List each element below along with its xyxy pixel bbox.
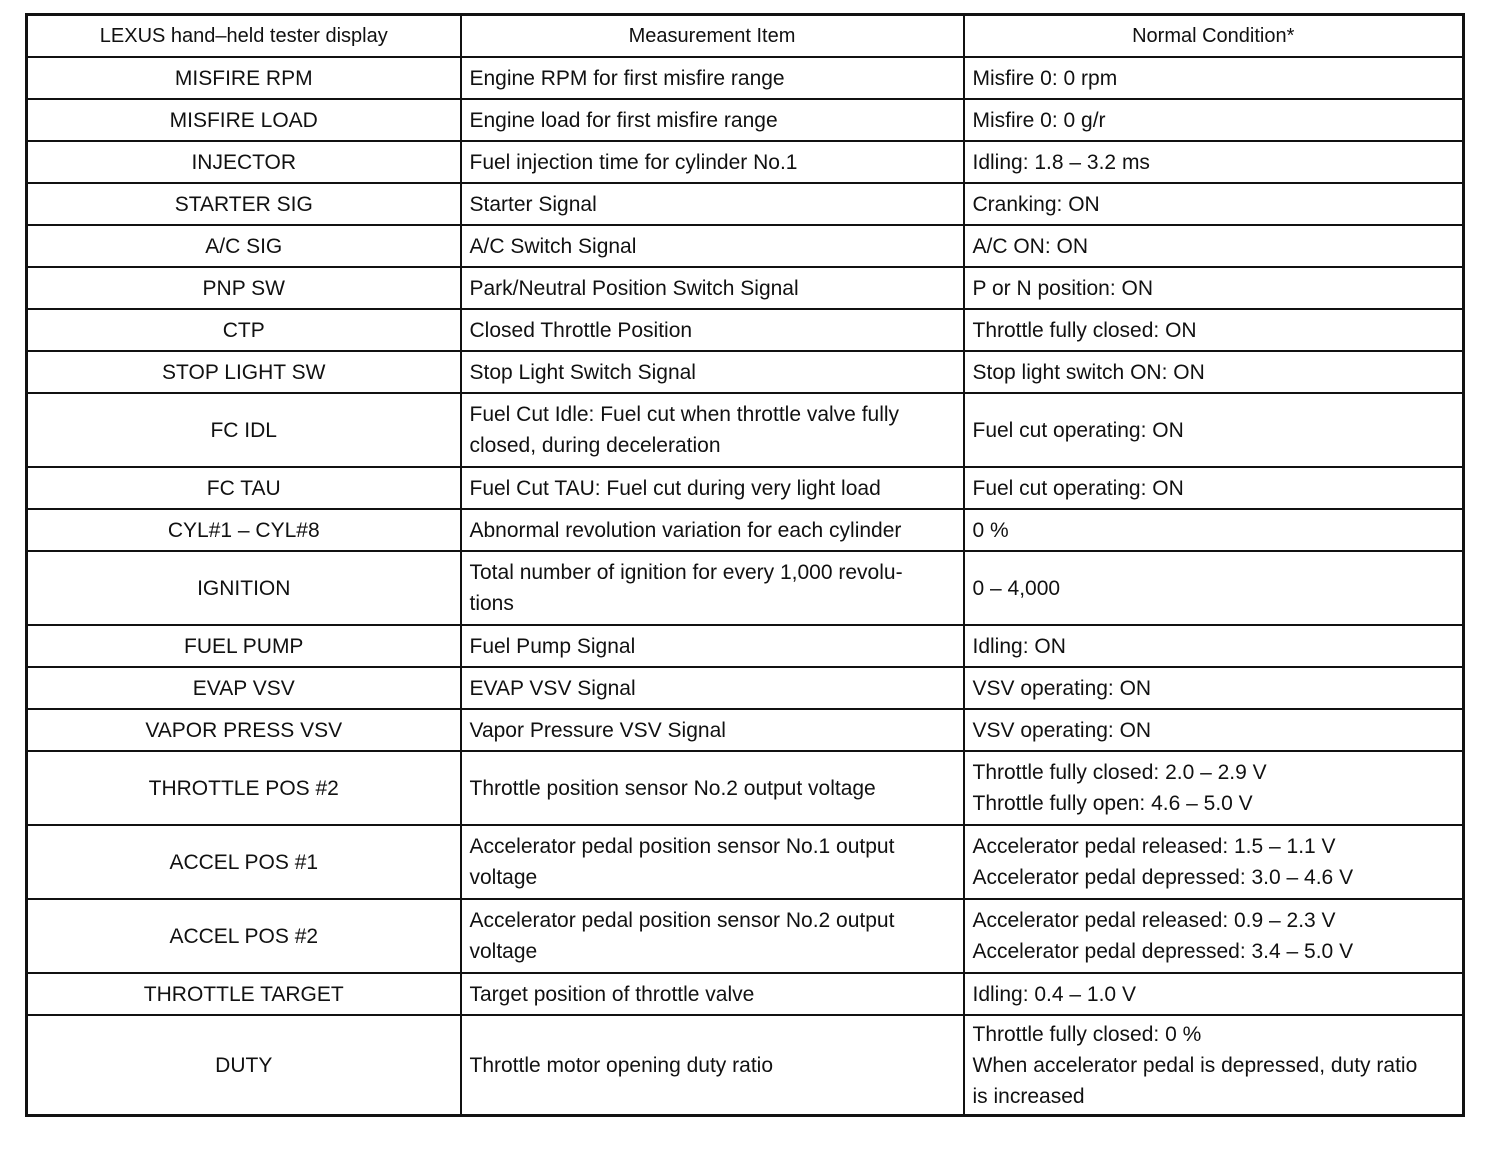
measurement-item-cell — [461, 751, 964, 825]
normal-condition-cell — [964, 899, 1464, 973]
measurement-item-line: tions — [469, 592, 514, 615]
measurement-item-cell — [461, 141, 964, 183]
tester-display-cell: PNP SW — [27, 267, 461, 309]
normal-condition-cell — [964, 225, 1464, 267]
tester-display-cell: ACCEL POS #2 — [27, 899, 461, 973]
normal-condition-line: When accelerator pedal is depressed, duty ratio — [972, 1053, 1418, 1077]
measurement-item-line: Starter Signal — [469, 192, 597, 216]
tester-display-cell: MISFIRE RPM — [27, 57, 461, 99]
normal-condition-line: Idling: 0.4 – 1.0 V — [972, 982, 1136, 1006]
normal-condition-cell — [964, 973, 1464, 1015]
table-row — [27, 225, 1464, 267]
normal-condition-line: Misfire 0: 0 rpm — [972, 66, 1118, 90]
measurement-item-cell — [461, 1015, 964, 1116]
measurement-item-line: Fuel Pump Signal — [469, 634, 636, 658]
tester-display-cell: THROTTLE POS #2 — [27, 751, 461, 825]
normal-condition-line: Throttle fully closed: ON — [972, 318, 1197, 342]
measurement-item-line: Vapor Pressure VSV Signal — [469, 718, 726, 742]
measurement-item-line: Fuel Cut Idle: Fuel cut when throttle valve fully — [469, 403, 900, 426]
table-row — [27, 751, 1464, 825]
measurement-item-cell — [461, 225, 964, 267]
table-row — [27, 183, 1464, 225]
tester-display-cell: IGNITION — [27, 551, 461, 625]
normal-condition-cell — [964, 709, 1464, 751]
normal-condition-line: 0 – 4,000 — [972, 576, 1061, 600]
table-row — [27, 709, 1464, 751]
normal-condition-cell — [964, 267, 1464, 309]
measurement-item-cell — [461, 551, 964, 625]
measurement-item-line: Park/Neutral Position Switch Signal — [469, 276, 799, 300]
measurement-item-cell — [461, 509, 964, 551]
table-body — [27, 57, 1464, 1116]
tester-display-cell: FC TAU — [27, 467, 461, 509]
tester-display-cell: FUEL PUMP — [27, 625, 461, 667]
table-row — [27, 973, 1464, 1015]
normal-condition-cell — [964, 467, 1464, 509]
measurement-item-cell — [461, 973, 964, 1015]
normal-condition-line: A/C ON: ON — [972, 234, 1089, 258]
tester-display-cell: STARTER SIG — [27, 183, 461, 225]
normal-condition-cell — [964, 351, 1464, 393]
table-header-row — [27, 15, 1464, 58]
normal-condition-line: Accelerator pedal depressed: 3.0 – 4.6 V — [972, 866, 1354, 889]
measurement-item-cell — [461, 57, 964, 99]
normal-condition-line: P or N position: ON — [972, 276, 1154, 300]
measurement-item-line: Target position of throttle valve — [469, 982, 755, 1006]
measurement-item-line: Engine load for first misfire range — [469, 108, 778, 132]
normal-condition-cell — [964, 141, 1464, 183]
tester-display-cell: THROTTLE TARGET — [27, 973, 461, 1015]
tester-display-cell: DUTY — [27, 1015, 461, 1116]
normal-condition-cell — [964, 751, 1464, 825]
measurement-item-cell — [461, 267, 964, 309]
lexus-tester-data-table — [25, 13, 1465, 1117]
tester-display-cell: EVAP VSV — [27, 667, 461, 709]
measurement-item-line: Total number of ignition for every 1,000 revolu- — [469, 561, 903, 584]
measurement-item-line: voltage — [469, 940, 538, 963]
measurement-item-line: Abnormal revolution variation for each cylinder — [469, 518, 902, 542]
normal-condition-line: is increased — [972, 1084, 1085, 1108]
tester-display-cell: VAPOR PRESS VSV — [27, 709, 461, 751]
normal-condition-line: Accelerator pedal released: 1.5 – 1.1 V — [972, 835, 1336, 858]
normal-condition-cell — [964, 57, 1464, 99]
normal-condition-line: Idling: ON — [972, 634, 1066, 658]
table-row — [27, 351, 1464, 393]
measurement-item-line: Stop Light Switch Signal — [469, 360, 696, 384]
table-row — [27, 309, 1464, 351]
tester-display-cell: FC IDL — [27, 393, 461, 467]
measurement-item-line: Throttle position sensor No.2 output voltage — [469, 776, 876, 800]
header-measurement-item: Measurement Item — [461, 15, 964, 58]
normal-condition-cell — [964, 551, 1464, 625]
measurement-item-cell — [461, 825, 964, 899]
normal-condition-line: Throttle fully closed: 0 % — [972, 1022, 1202, 1046]
measurement-item-cell — [461, 625, 964, 667]
measurement-item-cell — [461, 667, 964, 709]
measurement-item-cell — [461, 99, 964, 141]
measurement-item-line: Accelerator pedal position sensor No.2 output — [469, 909, 895, 932]
table-row — [27, 509, 1464, 551]
normal-condition-line: Fuel cut operating: ON — [972, 476, 1184, 500]
normal-condition-line: Throttle fully open: 4.6 – 5.0 V — [972, 792, 1253, 815]
tester-display-cell: CTP — [27, 309, 461, 351]
normal-condition-line: Fuel cut operating: ON — [972, 418, 1184, 442]
normal-condition-line: Accelerator pedal depressed: 3.4 – 5.0 V — [972, 940, 1354, 963]
normal-condition-cell — [964, 393, 1464, 467]
measurement-item-line: closed, during deceleration — [469, 434, 721, 457]
measurement-item-line: Accelerator pedal position sensor No.1 output — [469, 835, 895, 858]
normal-condition-cell — [964, 309, 1464, 351]
normal-condition-cell — [964, 625, 1464, 667]
tester-display-cell: INJECTOR — [27, 141, 461, 183]
measurement-item-line: Fuel injection time for cylinder No.1 — [469, 150, 798, 174]
measurement-item-cell — [461, 467, 964, 509]
header-normal-condition: Normal Condition* — [964, 15, 1464, 58]
table-row — [27, 825, 1464, 899]
measurement-item-cell — [461, 709, 964, 751]
table-row — [27, 467, 1464, 509]
header-tester-display: LEXUS hand–held tester display — [27, 15, 461, 58]
normal-condition-line: 0 % — [972, 518, 1009, 542]
table-row — [27, 141, 1464, 183]
measurement-item-line: voltage — [469, 866, 538, 889]
normal-condition-line: Accelerator pedal released: 0.9 – 2.3 V — [972, 909, 1336, 932]
table-row — [27, 57, 1464, 99]
tester-display-cell: ACCEL POS #1 — [27, 825, 461, 899]
normal-condition-cell — [964, 509, 1464, 551]
table-row — [27, 625, 1464, 667]
measurement-item-line: A/C Switch Signal — [469, 234, 637, 258]
measurement-item-cell — [461, 393, 964, 467]
measurement-item-line: Throttle motor opening duty ratio — [469, 1053, 773, 1077]
normal-condition-cell — [964, 99, 1464, 141]
normal-condition-cell — [964, 183, 1464, 225]
table-row — [27, 551, 1464, 625]
normal-condition-line: Stop light switch ON: ON — [972, 360, 1205, 384]
measurement-item-line: Engine RPM for first misfire range — [469, 66, 785, 90]
measurement-item-line: EVAP VSV Signal — [469, 676, 636, 700]
normal-condition-cell — [964, 667, 1464, 709]
tester-display-cell: MISFIRE LOAD — [27, 99, 461, 141]
measurement-item-cell — [461, 309, 964, 351]
measurement-item-line: Closed Throttle Position — [469, 318, 693, 342]
normal-condition-cell — [964, 1015, 1464, 1116]
table-row — [27, 267, 1464, 309]
tester-display-cell: A/C SIG — [27, 225, 461, 267]
normal-condition-line: Cranking: ON — [972, 192, 1100, 216]
table-row — [27, 667, 1464, 709]
normal-condition-cell — [964, 825, 1464, 899]
measurement-item-cell — [461, 351, 964, 393]
normal-condition-line: Idling: 1.8 – 3.2 ms — [972, 150, 1150, 174]
measurement-item-line: Fuel Cut TAU: Fuel cut during very light load — [469, 476, 881, 500]
normal-condition-line: VSV operating: ON — [972, 718, 1152, 742]
normal-condition-line: VSV operating: ON — [972, 676, 1152, 700]
table-row — [27, 899, 1464, 973]
table-row — [27, 1015, 1464, 1116]
table-row — [27, 393, 1464, 467]
measurement-item-cell — [461, 899, 964, 973]
measurement-item-cell — [461, 183, 964, 225]
tester-display-cell: CYL#1 – CYL#8 — [27, 509, 461, 551]
normal-condition-line: Throttle fully closed: 2.0 – 2.9 V — [972, 761, 1267, 784]
normal-condition-line: Misfire 0: 0 g/r — [972, 108, 1106, 132]
tester-display-cell: STOP LIGHT SW — [27, 351, 461, 393]
table-row — [27, 99, 1464, 141]
